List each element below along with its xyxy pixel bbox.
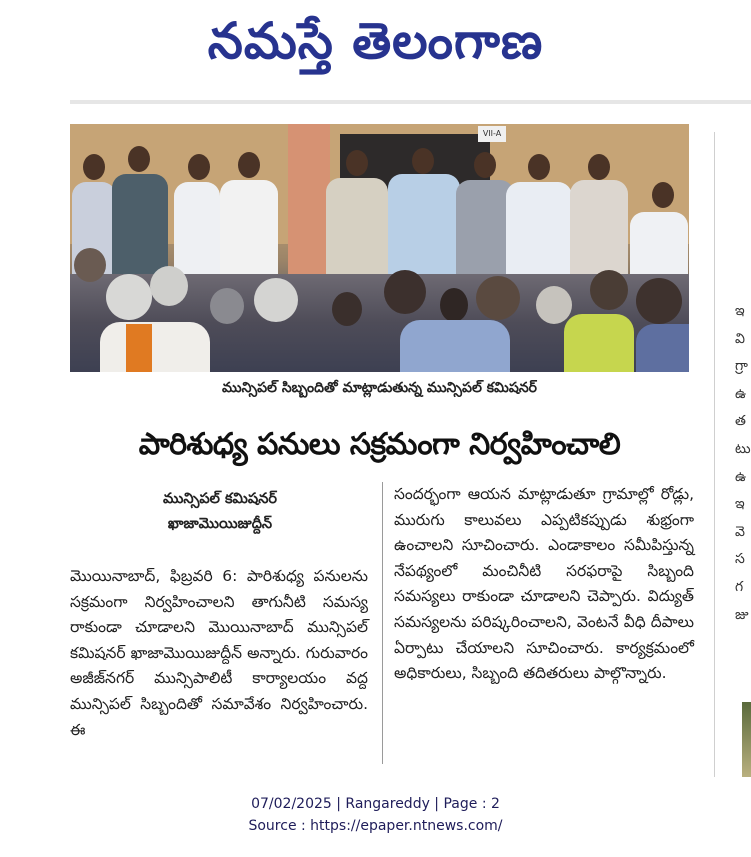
person-head bbox=[238, 152, 260, 178]
crowd-head bbox=[636, 278, 682, 324]
crowd-shirt bbox=[564, 314, 634, 372]
crowd-head bbox=[254, 278, 298, 322]
crowd-shirt bbox=[636, 324, 689, 372]
article-headline: పారిశుధ్య పనులు సక్రమంగా నిర్వహించాలి bbox=[138, 427, 621, 462]
crowd-head bbox=[384, 270, 426, 314]
fragment-glyph: గ bbox=[735, 578, 744, 595]
news-photo bbox=[70, 124, 689, 372]
person-head bbox=[83, 154, 105, 180]
crowd-shirt bbox=[400, 320, 510, 372]
adjacent-photo-fragment bbox=[742, 702, 751, 777]
photo-caption: మున్సిపల్ సిబ్బందితో మాట్లాడుతున్న మున్సిపల్ కమిషనర్ bbox=[222, 380, 537, 396]
fragment-glyph: వి bbox=[735, 330, 745, 347]
crowd-head bbox=[332, 292, 362, 326]
person-head bbox=[652, 182, 674, 208]
crowd-scarf bbox=[126, 324, 152, 372]
masthead-rule bbox=[70, 100, 751, 104]
fragment-glyph: ఇ bbox=[735, 496, 745, 513]
person-head bbox=[128, 146, 150, 172]
crowd-head bbox=[476, 276, 520, 320]
person-head bbox=[528, 154, 550, 180]
side-column-rule bbox=[714, 132, 715, 777]
crowd-head bbox=[536, 286, 572, 324]
fragment-glyph: త bbox=[735, 413, 746, 430]
crowd-head bbox=[440, 288, 468, 322]
article-column-right bbox=[394, 482, 694, 687]
article-body-left: మొయినాబాద్, ఫిబ్రవరి 6: పారిశుధ్య పనులను సక్రమంగా నిర్వహించాలని తాగునీటి సమస్య రాకుండా చూడాలని మొయినాబాద్ మున్సిపల్ కమిషనర్ ఖాజామొయిజుద్దీన్ అన్నారు. గురువారం అజీజ్‌నగర్ మున్సిపాలిటీ కార్యాలయం వద్ద మున్సిపల్ సిబ్బందితో సమావేశం నిర్వహించారు. ఈ bbox=[70, 567, 368, 739]
fragment-glyph: వె bbox=[735, 523, 745, 540]
crowd-head bbox=[210, 288, 244, 324]
crowd-head bbox=[590, 270, 628, 310]
crowd-head bbox=[74, 248, 106, 282]
article-column-left bbox=[70, 564, 368, 743]
photo-pillar bbox=[288, 124, 330, 294]
fragment-glyph: జు bbox=[735, 606, 749, 623]
photo-sign: VII-A bbox=[478, 126, 506, 142]
fragment-glyph: ఉ bbox=[735, 385, 747, 402]
byline-name: ఖాజామొయిజుద్దీన్ bbox=[167, 516, 273, 532]
person-head bbox=[588, 154, 610, 180]
fragment-glyph: ఉ bbox=[735, 468, 747, 485]
fragment-glyph: ఇ bbox=[735, 303, 745, 319]
person-head bbox=[346, 150, 368, 176]
footer-date-edition: 07/02/2025 | Rangareddy | Page : 2 bbox=[251, 796, 500, 812]
person-head bbox=[474, 152, 496, 178]
column-divider bbox=[382, 482, 383, 764]
fragment-glyph: గ్రా bbox=[735, 358, 748, 375]
crowd-head bbox=[106, 274, 152, 320]
newspaper-masthead: నమస్తే తెలంగాణ bbox=[207, 11, 544, 70]
crowd-shirt bbox=[100, 322, 210, 372]
article-body-right: సందర్భంగా ఆయన మాట్లాడుతూ గ్రామాల్లో రోడ్లు, మురుగు కాలువలు ఎప్పటికప్పుడు శుభ్రంగా ఉంచాలని సూచించారు. ఎండాకాలం సమీపిస్తున్న నేపథ్యంలో మంచినీటి సరఫరాపై సిబ్బంది సమస్యలు రాకుండా చూడాలని చెప్పారు. విద్యుత్ సమస్యలను పరిష్కరించాలని, వెంటనే వీధి దీపాలు ఏర్పాటు చేయాలని సూచించారు. కార్యక్రమంలో అధికారులు, సిబ్బంది తదితరులు పాల్గొన్నారు. bbox=[394, 485, 694, 683]
person-head bbox=[412, 148, 434, 174]
footer-source: Source : https://epaper.ntnews.com/ bbox=[248, 818, 503, 834]
page-footer bbox=[0, 793, 751, 837]
crowd-head bbox=[150, 266, 188, 306]
byline-title: మున్సిపల్ కమిషనర్ bbox=[162, 491, 277, 507]
fragment-glyph: స bbox=[735, 551, 745, 568]
fragment-glyph: టు bbox=[735, 440, 751, 457]
person-head bbox=[188, 154, 210, 180]
article-byline bbox=[70, 487, 370, 537]
adjacent-article-fragment bbox=[735, 298, 751, 629]
